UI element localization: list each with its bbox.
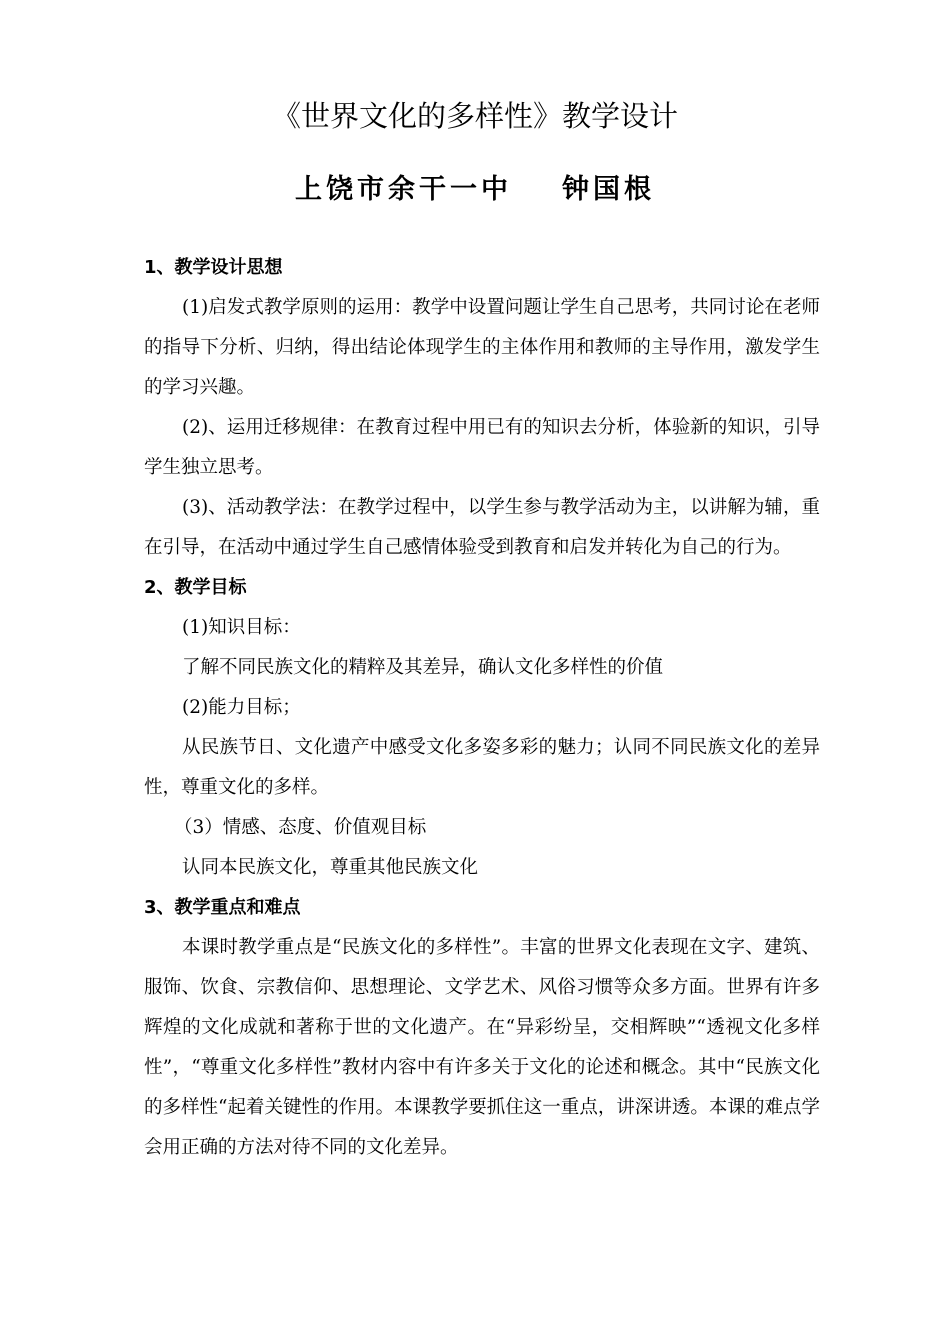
author-school: 上饶市余干一中	[295, 174, 512, 205]
paragraph: (2)、运用迁移规律：在教育过程中用已有的知识去分析，体验新的知识，引导学生独立思考。	[144, 417, 820, 478]
section-heading: 1、教学设计思想	[144, 257, 283, 278]
page-title: 《世界文化的多样性》教学设计	[271, 99, 678, 133]
section-heading: 3、教学重点和难点	[144, 897, 301, 918]
paragraph: 本课时教学重点是“民族文化的多样性”。丰富的世界文化表现在文字、建筑、服饰、饮食、宗教信仰、思想理论、文学艺术、风俗习惯等众多方面。世界有许多辉煌的文化成就和著称于世的文化遗产。在“异彩纷呈，交相辉映”“透视文化多样性”，“尊重文化多样性”教材内容中有许多关于文化的论述和概念。其中“民族文化的多样性“起着关键性的作用。本课教学要抓住这一重点，讲深讲透。本课的难点学会用正确的方法对待不同的文化差异。	[144, 937, 820, 1158]
list-item: 了解不同民族文化的精粹及其差异，确认文化多样性的价值	[182, 657, 664, 678]
list-item: (1)知识目标：	[182, 617, 301, 638]
author-line	[0, 170, 950, 210]
list-item: (2)能力目标；	[182, 697, 301, 718]
section-heading: 2、教学目标	[144, 577, 247, 598]
paragraph: (1)启发式教学原则的运用：教学中设置问题让学生自己思考，共同讨论在老师的指导下分析、归纳，得出结论体现学生的主体作用和教师的主导作用，激发学生的学习兴趣。	[144, 297, 820, 398]
list-item: 认同本民族文化，尊重其他民族文化	[182, 857, 479, 878]
list-item: 从民族节日、文化遗产中感受文化多姿多彩的魅力；认同不同民族文化的差异性，尊重文化的多样。	[144, 737, 820, 798]
list-item: （3）情感、态度、价值观目标	[174, 817, 427, 838]
paragraph: (3)、活动教学法：在教学过程中，以学生参与教学活动为主，以讲解为辅，重在引导，在活动中通过学生自己感情体验受到教育和启发并转化为自己的行为。	[144, 497, 820, 558]
document-body	[144, 248, 820, 1168]
author-name: 钟国根	[562, 174, 655, 205]
